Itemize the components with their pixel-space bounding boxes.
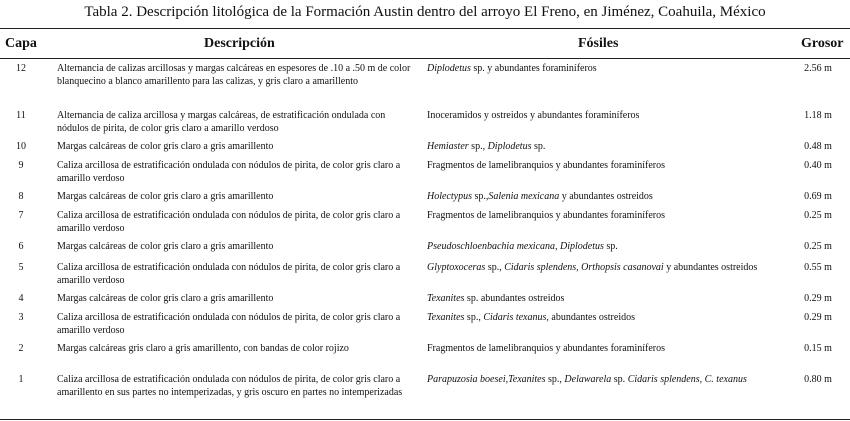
capa-cell: 8	[18, 191, 24, 202]
descripcion-cell: Caliza arcillosa de estratificación ondulada con nódulos de pirita, de color gris claro a amarillo verdoso	[57, 160, 401, 184]
fosiles-segment: Holectypus	[427, 191, 472, 202]
fosiles-segment: y abundantes ostreidos	[559, 191, 653, 202]
descripcion-cell: Margas calcáreas de color gris claro a gris amarillento	[57, 141, 274, 152]
capa-cell: 4	[18, 293, 24, 304]
fosiles-segment: abundantes ostreidos	[548, 312, 635, 323]
grosor-cell: 0.40 m	[804, 160, 832, 171]
fosiles-segment: Pseudoschloenbachia mexicana, Diplodetus	[427, 241, 604, 252]
fosiles-segment: y abundantes ostreidos	[663, 262, 758, 273]
fosiles-cell	[427, 62, 775, 75]
fosiles-segment: sp. y abundantes foraminíferos	[470, 63, 597, 74]
descripcion-cell: Alternancia de caliza arcillosa y margas calcáreas, de estratificación ondulada con nódulos de pirita, de color gris claro a amarillo verdoso	[57, 110, 386, 134]
fosiles-segment: Cidaris splendens, Orthopsis casanovai	[504, 262, 664, 273]
fosiles-cell	[427, 311, 775, 324]
capa-cell: 6	[18, 241, 24, 252]
header-fosiles: Fósiles	[578, 36, 619, 51]
fosiles-segment: sp.	[531, 141, 546, 152]
capa-cell: 7	[18, 210, 24, 221]
fosiles-segment: sp.	[611, 374, 628, 385]
grosor-cell: 0.48 m	[804, 141, 832, 152]
fosiles-segment: sp.,	[485, 262, 505, 273]
fosiles-segment: sp.,	[545, 374, 565, 385]
fosiles-segment: Parapuzosia boesei,Texanites	[427, 374, 546, 385]
fosiles-segment: sp.,	[464, 312, 484, 323]
fosiles-segment: Diplodetus	[487, 141, 532, 152]
fosiles-segment: Fragmentos de lamelibranquios y abundantes foraminíferos	[427, 210, 665, 221]
capa-cell: 3	[18, 312, 24, 323]
descripcion-cell: Margas calcáreas de color gris claro a gris amarillento	[57, 191, 274, 202]
capa-cell: 12	[16, 63, 26, 74]
fosiles-segment: Delawarela	[564, 374, 612, 385]
fosiles-segment: sp.	[603, 241, 618, 252]
grosor-cell: 1.18 m	[804, 110, 832, 121]
fosiles-cell	[427, 109, 775, 122]
fosiles-cell	[427, 342, 775, 355]
grosor-cell: 0.25 m	[804, 241, 832, 252]
capa-cell: 2	[18, 343, 24, 354]
capa-cell: 5	[18, 262, 24, 273]
header-capa: Capa	[5, 36, 37, 51]
descripcion-cell: Margas calcáreas gris claro a gris amarillento, con bandas de color rojizo	[57, 343, 349, 354]
fosiles-segment: Inoceramidos y ostreidos y abundantes foraminíferos	[427, 110, 640, 121]
fosiles-segment: Cidaris splendens, C. texanus	[627, 374, 747, 385]
fosiles-cell	[427, 292, 775, 305]
table-caption: Tabla 2. Descripción litológica de la Formación Austin dentro del arroyo El Freno, en Jiménez, Coahuila, México	[84, 4, 766, 20]
grosor-cell: 0.80 m	[804, 374, 832, 385]
header-rule	[0, 58, 850, 59]
fosiles-segment: Diplodetus	[427, 63, 471, 74]
fosiles-segment: Texanites	[427, 293, 465, 304]
fosiles-cell	[427, 261, 775, 274]
grosor-cell: 0.69 m	[804, 191, 832, 202]
descripcion-cell: Caliza arcillosa de estratificación ondulada con nódulos de pirita, de color gris claro a amarillento en sus partes no intemperizadas, y gris oscuro en partes no intemperizadas	[57, 374, 403, 398]
fosiles-segment: Fragmentos de lamelibranquios y abundantes foraminíferos	[427, 343, 665, 354]
grosor-cell: 2.56 m	[804, 63, 832, 74]
grosor-cell: 0.25 m	[804, 210, 832, 221]
fosiles-segment: Salenia mexicana	[488, 191, 560, 202]
grosor-cell: 0.29 m	[804, 293, 832, 304]
fosiles-segment: Texanites	[427, 312, 465, 323]
descripcion-cell: Margas calcáreas de color gris claro a gris amarillento	[57, 241, 274, 252]
descripcion-cell: Caliza arcillosa de estratificación ondulada con nódulos de pirita, de color gris claro a amarillo verdoso	[57, 210, 401, 234]
fosiles-segment: Glyptoxoceras	[427, 262, 486, 273]
fosiles-segment: sp.,	[468, 141, 488, 152]
capa-cell: 10	[16, 141, 26, 152]
bottom-rule	[0, 419, 850, 420]
fosiles-cell	[427, 209, 775, 222]
grosor-cell: 0.55 m	[804, 262, 832, 273]
top-rule	[0, 28, 850, 29]
descripcion-cell: Caliza arcillosa de estratificación ondulada con nódulos de pirita, de color gris claro a amarillo verdoso	[57, 262, 401, 286]
fosiles-cell	[427, 373, 775, 386]
capa-cell: 1	[18, 374, 24, 385]
fosiles-segment: sp.,	[472, 191, 489, 202]
header-descripcion: Descripción	[204, 36, 275, 51]
fosiles-cell	[427, 240, 775, 253]
fosiles-segment: Fragmentos de lamelibranquios y abundantes foraminíferos	[427, 160, 665, 171]
fosiles-cell	[427, 190, 775, 203]
fosiles-cell	[427, 140, 775, 153]
capa-cell: 9	[18, 160, 24, 171]
header-grosor: Grosor	[801, 36, 844, 51]
fosiles-segment: Hemiaster	[427, 141, 469, 152]
descripcion-cell: Caliza arcillosa de estratificación ondulada con nódulos de pirita, de color gris claro a amarillo verdoso	[57, 312, 401, 336]
fosiles-cell	[427, 159, 775, 172]
capa-cell: 11	[16, 110, 26, 121]
grosor-cell: 0.15 m	[804, 343, 832, 354]
descripcion-cell: Margas calcáreas de color gris claro a gris amarillento	[57, 293, 274, 304]
grosor-cell: 0.29 m	[804, 312, 832, 323]
descripcion-cell: Alternancia de calizas arcillosas y margas calcáreas en espesores de .10 a .50 m de color blanquecino a blanco amarillento para las calizas, y gris claro a amarillento	[57, 63, 411, 87]
fosiles-segment: sp. abundantes ostreidos	[464, 293, 565, 304]
fosiles-segment: Cidaris texanus,	[483, 312, 549, 323]
